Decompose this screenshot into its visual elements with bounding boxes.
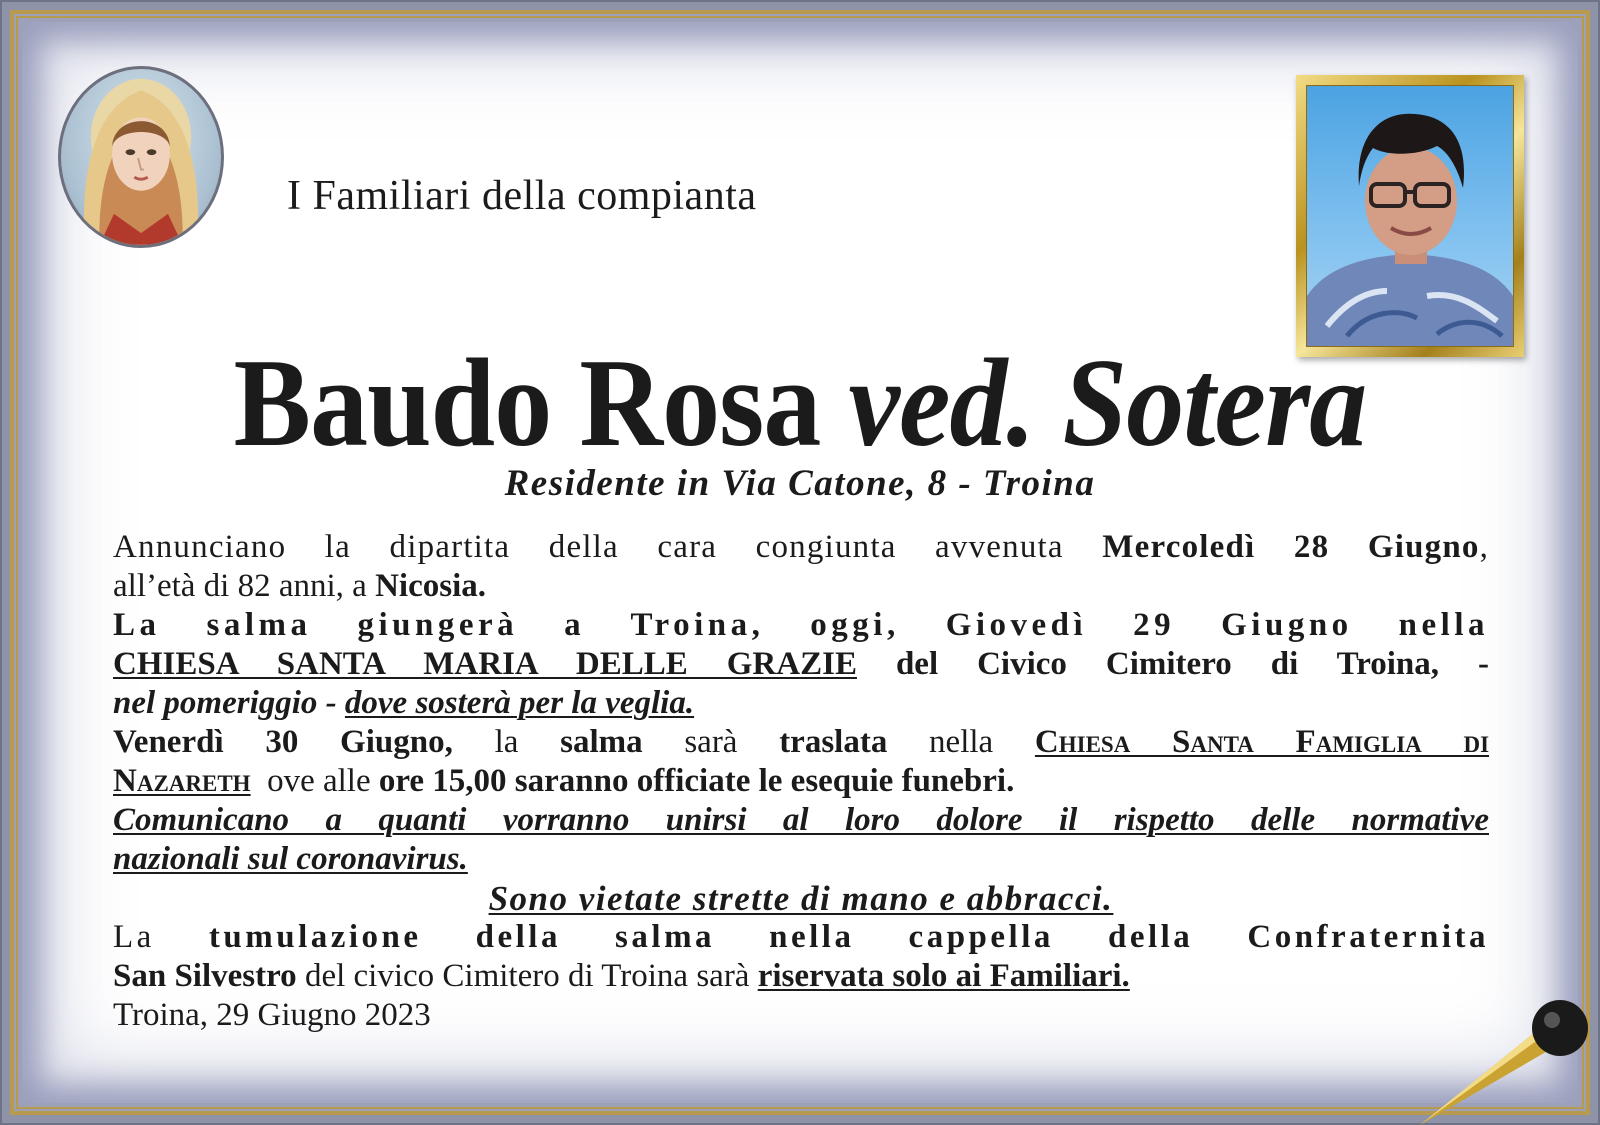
name-main: Baudo Rosa	[233, 334, 821, 473]
text-segment: nel pomeriggio -	[113, 685, 337, 721]
madonna-image	[58, 66, 224, 248]
confraternity-name: San Silvestro	[113, 958, 297, 994]
church-name-2-end: Nazareth	[113, 763, 251, 799]
body-line-13: Troina, 29 Giugno 2023	[113, 997, 431, 1033]
body-line-3: La salma giungerà a Troina, oggi, Giovedì 29 Giugno nella	[113, 607, 1489, 643]
family-intro: I Familiari della compianta	[287, 173, 757, 219]
name-suffix: ved. Sotera	[848, 334, 1367, 473]
text-segment: ,	[1479, 529, 1490, 565]
body-line-9: nazionali sul coronavirus.	[113, 841, 468, 877]
church-name-2: Chiesa Santa Famiglia di	[1034, 724, 1490, 760]
body-line-10: Sono vietate strette di mano e abbracci.	[488, 879, 1114, 918]
body-line-8: Comunicano a quanti vorranno unirsi al loro dolore il rispetto delle normative	[113, 802, 1489, 838]
portrait-frame	[1296, 75, 1524, 357]
text-segment: traslata	[779, 724, 888, 760]
text-segment: sarà	[684, 724, 738, 760]
vigil-note: dove sosterà per la veglia.	[344, 685, 695, 721]
residence-line: Residente in Via Catone, 8 - Troina	[504, 463, 1096, 504]
date-funeral: Venerdì 30 Giugno,	[113, 724, 453, 760]
body-line-2	[113, 567, 1489, 606]
text-segment: del Civico Cimitero di Troina, -	[895, 646, 1489, 682]
portrait-photo	[1306, 85, 1514, 347]
text-segment: la	[494, 724, 519, 760]
deceased-name	[64, 332, 1536, 476]
place-death: Nicosia.	[375, 568, 486, 604]
announcement-body	[113, 528, 1489, 1035]
text-segment: salma	[560, 724, 643, 760]
private-burial-note: riservata solo ai Familiari.	[757, 958, 1130, 994]
quill-pen-icon	[1420, 990, 1595, 1125]
text-segment: nella	[929, 724, 994, 760]
date-death: Mercoledì 28 Giugno	[1102, 529, 1480, 565]
body-line-1	[113, 528, 1489, 567]
church-name: CHIESA SANTA MARIA DELLE GRAZIE	[113, 646, 857, 682]
body-line-5	[113, 684, 1489, 723]
text-segment: La	[113, 919, 155, 955]
funeral-time: ore 15,00 saranno officiate le esequie funebri.	[378, 763, 1015, 799]
body-line-11	[113, 918, 1489, 957]
body-line-6	[113, 723, 1489, 762]
text-segment: ove alle	[267, 763, 371, 799]
text-segment: del civico Cimitero di Troina sarà	[304, 958, 750, 994]
text-segment: Annunciano la dipartita della cara congiunta avvenuta	[113, 529, 1064, 565]
text-segment: tumulazione della salma nella cappella della Confraternita	[208, 919, 1489, 955]
text-segment: all’età di 82 anni, a	[113, 568, 367, 604]
body-line-7	[113, 762, 1489, 801]
body-line-12	[113, 957, 1489, 996]
body-line-4	[113, 645, 1489, 684]
